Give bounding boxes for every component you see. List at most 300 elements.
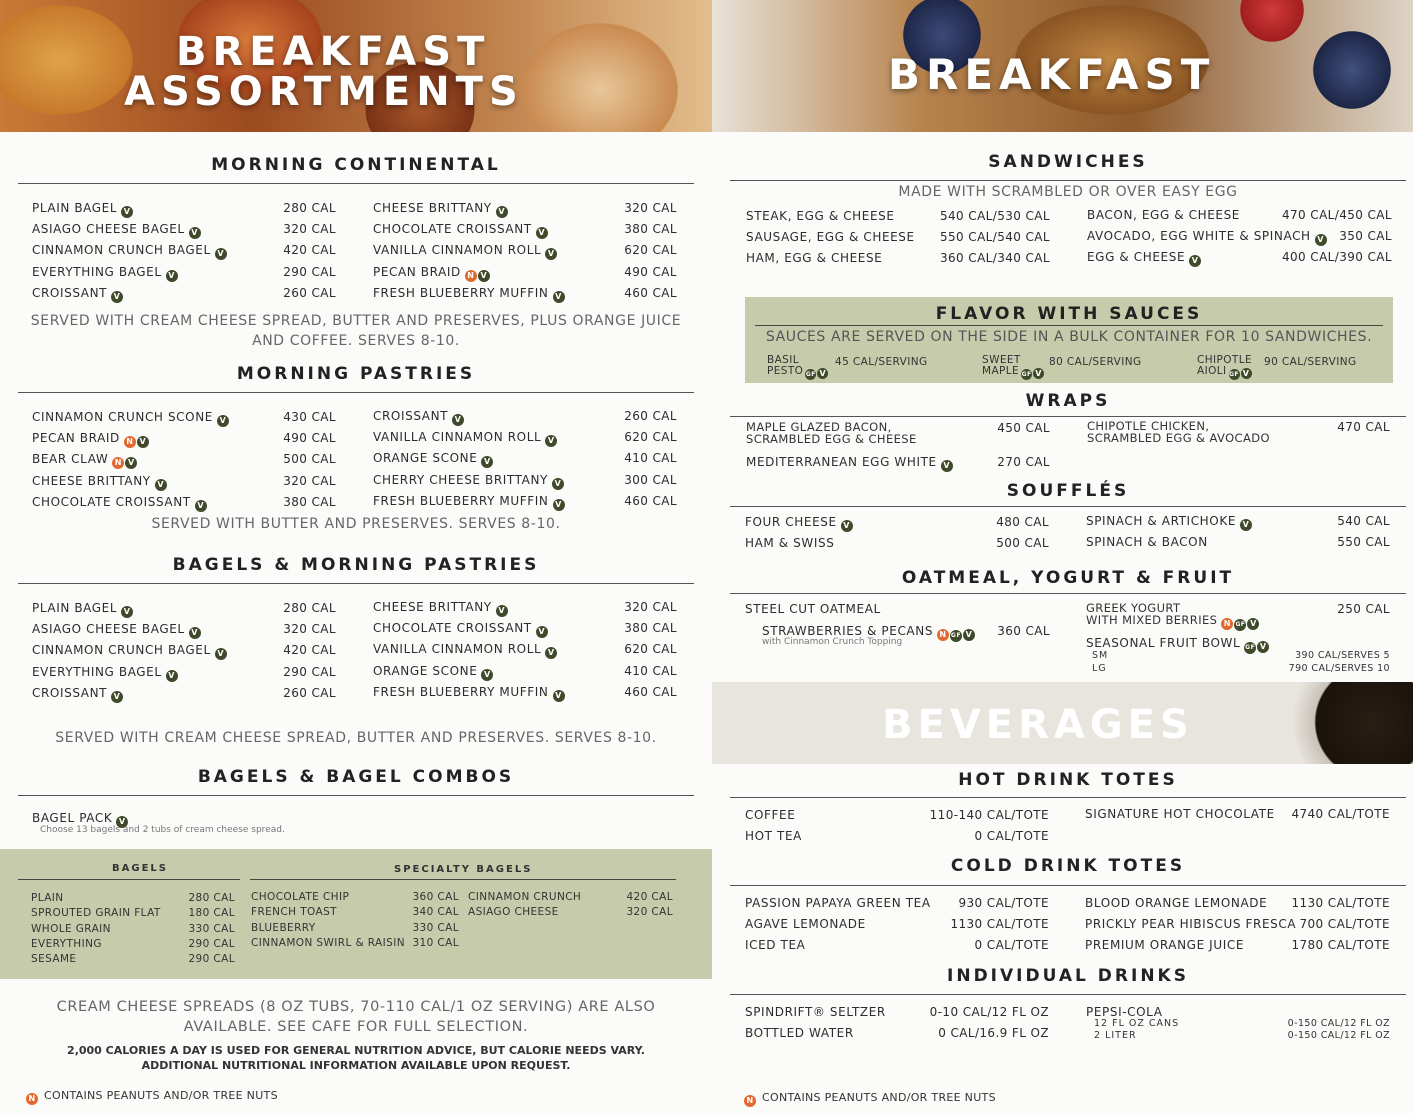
banner-title-line1: BREAKFAST (176, 29, 491, 75)
divider (18, 183, 694, 184)
menu-item-name: HAM, EGG & CHEESE (746, 251, 883, 266)
vegetarian-icon: V (481, 456, 493, 468)
wrap-item-mediterranean: MEDITERRANEAN EGG WHITE V (746, 455, 953, 472)
menu-item (1085, 896, 1267, 910)
menu-item (32, 495, 207, 512)
menu-item (1087, 208, 1240, 222)
menu-item (32, 410, 229, 427)
calorie-disclaimer: 2,000 CALORIES A DAY IS USED FOR GENERAL NUTRITION ADVICE, BUT CALORIE NEEDS VARY. ADDITIONAL NUTRITIONAL INFORMATION AVAILABLE UPON REQUEST. (67, 1044, 645, 1072)
menu-item-calories: 620 CAL (624, 243, 677, 258)
menu-item-calories: 540 CAL (1337, 514, 1390, 528)
wrap-item-chipotle: CHIPOTLE CHICKEN, SCRAMBLED EGG & AVOCADO (1087, 419, 1270, 445)
sauce-calories: 80 CAL/SERVING (1049, 356, 1142, 368)
menu-item-calories: 320 CAL (283, 622, 336, 637)
menu-item (373, 265, 490, 282)
menu-item-calories: 430 CAL (283, 410, 336, 424)
menu-item-name: CINNAMON CRUNCH (468, 891, 582, 903)
menu-item-calories: 280 CAL (283, 201, 336, 215)
menu-item-name: AVOCADO, EGG WHITE & SPINACH (1087, 229, 1311, 244)
menu-item-name: FRESH BLUEBERRY MUFFIN (373, 285, 549, 300)
menu-item-name: PLAIN BAGEL (32, 201, 118, 215)
menu-item-calories: 310 CAL (412, 936, 459, 949)
oatmeal-note: with Cinnamon Crunch Topping (762, 637, 903, 647)
menu-item-name: SPINACH & BACON (1086, 535, 1208, 550)
vegetarian-icon: V (121, 206, 133, 218)
vegetarian-icon: V (1257, 641, 1269, 653)
vegetarian-icon: V (189, 627, 201, 639)
vegetarian-icon: V (817, 368, 828, 379)
menu-item-calories: 500 CAL (996, 536, 1049, 551)
menu-item-name: CHOCOLATE CROISSANT (32, 494, 191, 509)
menu-item-name: HOT TEA (745, 829, 802, 844)
menu-item-calories: 340 CAL (412, 906, 459, 919)
menu-item (373, 473, 564, 490)
menu-item-name: STEAK, EGG & CHEESE (746, 209, 895, 223)
menu-item-calories: 420 CAL (283, 243, 336, 258)
menu-item-calories: 380 CAL (283, 494, 336, 509)
nut-icon: N (937, 629, 949, 641)
menu-item-name: ASIAGO CHEESE BAGEL (32, 622, 185, 637)
menu-item-name: EVERYTHING BAGEL (32, 264, 162, 279)
menu-item (32, 265, 178, 282)
menu-item (32, 665, 178, 682)
menu-item (745, 938, 805, 952)
divider (730, 885, 1406, 886)
gluten-free-icon: GF (1244, 642, 1256, 654)
menu-item (251, 921, 316, 936)
menu-item (745, 515, 853, 532)
menu-item-name: CINNAMON SWIRL & RAISIN (251, 936, 405, 949)
menu-item-name: PLAIN (31, 892, 64, 904)
vegetarian-icon: V (545, 647, 557, 659)
vegetarian-icon: V (478, 270, 490, 282)
divider (18, 392, 694, 393)
divider (730, 416, 1406, 417)
menu-item-calories: 260 CAL (624, 409, 677, 423)
menu-item-name: AGAVE LEMONADE (745, 917, 866, 932)
sauce-name: CHIPOTLE AIOLI GF V (1197, 354, 1253, 378)
menu-item (32, 201, 133, 218)
vegetarian-icon: V (111, 691, 123, 703)
divider (18, 879, 240, 880)
wrap-cal-mediterranean: 270 CAL (997, 455, 1050, 469)
menu-item-name: CHOCOLATE CROISSANT (373, 621, 532, 636)
menu-item-calories: 300 CAL (624, 472, 677, 487)
sauce-name: SWEET MAPLE GF V (982, 355, 1044, 380)
banner-title: BREAKFAST (888, 50, 1216, 99)
menu-item (745, 1026, 854, 1040)
menu-item (745, 829, 802, 843)
menu-item (32, 643, 227, 660)
menu-item-calories: 380 CAL (624, 222, 677, 237)
menu-item-calories: 0 CAL/TOTE (974, 938, 1049, 953)
gluten-free-icon: GF (1229, 371, 1239, 378)
vegetarian-icon: V (215, 248, 227, 260)
menu-item (1086, 514, 1252, 531)
menu-item-name: ICED TEA (745, 938, 806, 953)
menu-item (373, 222, 548, 239)
menu-item-calories: 360 CAL (412, 891, 459, 903)
vegetarian-icon: V (536, 227, 548, 239)
cold-totes-title: COLD DRINK TOTES (950, 856, 1186, 876)
menu-item-calories: 290 CAL (283, 664, 336, 679)
menu-item (746, 251, 882, 265)
menu-item (373, 621, 548, 638)
vegetarian-icon: V (496, 605, 508, 617)
vegetarian-icon: V (1315, 234, 1327, 246)
menu-item-calories: 480 CAL (996, 515, 1049, 529)
menu-item (373, 286, 565, 303)
nut-icon: N (112, 457, 124, 469)
menu-item-name: CHEESE BRITTANY (32, 473, 151, 488)
vegetarian-icon: V (125, 457, 137, 469)
vegetarian-icon: V (189, 227, 201, 239)
menu-item (745, 808, 795, 822)
vegetarian-icon: V (841, 520, 853, 532)
menu-item-calories: 460 CAL (624, 493, 677, 508)
menu-item-calories: 110-140 CAL/TOTE (929, 808, 1049, 822)
vegetarian-icon: V (155, 479, 167, 491)
menu-item (32, 243, 227, 260)
menu-item (373, 494, 565, 511)
oatmeal-cal: 360 CAL (997, 624, 1050, 638)
menu-item (1086, 535, 1208, 549)
menu-item-name: COFFEE (745, 808, 796, 822)
menu-item-name: FRESH BLUEBERRY MUFFIN (373, 493, 549, 508)
sauce-calories: 45 CAL/SERVING (835, 356, 928, 368)
menu-item (32, 452, 137, 469)
menu-item-name: CINNAMON CRUNCH SCONE (32, 410, 213, 424)
divider (730, 180, 1406, 181)
menu-item (373, 642, 557, 659)
menu-item (1085, 807, 1275, 821)
menu-item-calories: 4740 CAL/TOTE (1291, 807, 1390, 821)
vegetarian-icon: V (111, 291, 123, 303)
menu-item-name: CHERRY CHEESE BRITTANY (373, 472, 548, 487)
menu-item-calories: 0 CAL/16.9 FL OZ (938, 1026, 1049, 1041)
menu-item-calories: 550 CAL/540 CAL (939, 230, 1050, 245)
vegetarian-icon: V (1240, 519, 1252, 531)
menu-item-name: ORANGE SCONE (373, 451, 478, 466)
menu-item-name: BEAR CLAW (32, 452, 109, 467)
menu-item-name: PECAN BRAID (32, 431, 120, 446)
menu-item-name: PLAIN BAGEL (32, 601, 118, 615)
bagel-pack-note: Choose 13 bagels and 2 tubs of cream cheese spread. (40, 825, 285, 835)
vegetarian-icon: V (553, 291, 565, 303)
menu-item-name: SIGNATURE HOT CHOCOLATE (1085, 807, 1275, 821)
bagels-pastries-title: BAGELS & MORNING PASTRIES (172, 555, 540, 575)
vegetarian-icon: V (963, 629, 975, 641)
menu-item-name: CHEESE BRITTANY (373, 201, 492, 215)
vegetarian-icon: V (1241, 368, 1252, 379)
menu-item-name: EGG & CHEESE (1087, 250, 1186, 265)
bagel-options-box (0, 849, 712, 979)
menu-item-calories: 320 CAL (283, 473, 336, 488)
menu-item-name: CHOCOLATE CHIP (251, 891, 350, 903)
bagel-combos-title: BAGELS & BAGEL COMBOS (197, 767, 515, 787)
menu-item-name: ASIAGO CHEESE BAGEL (32, 222, 185, 237)
vegetarian-icon: V (217, 415, 229, 427)
menu-item (373, 685, 565, 702)
menu-item (31, 922, 111, 937)
menu-item-name: SESAME (31, 953, 77, 966)
gluten-free-icon: GF (950, 630, 962, 642)
menu-item (251, 905, 337, 920)
divider (755, 325, 1383, 326)
gluten-free-icon: GF (1021, 371, 1032, 378)
menu-item (745, 536, 834, 550)
menu-item-calories: 360 CAL/340 CAL (939, 251, 1050, 266)
menu-item-name: BLOOD ORANGE LEMONADE (1085, 896, 1268, 910)
vegetarian-icon: V (166, 270, 178, 282)
sauces-title: FLAVOR WITH SAUCES (935, 304, 1203, 324)
vegetarian-icon: V (553, 690, 565, 702)
sauce-name: BASIL PESTO GF V (767, 355, 828, 380)
menu-item-name: CROISSANT (373, 409, 449, 423)
menu-item-name: CHOCOLATE CROISSANT (373, 222, 532, 237)
menu-item-name: SAUSAGE, EGG & CHEESE (746, 230, 915, 245)
vegetarian-icon: V (545, 248, 557, 260)
banner-title-line2: ASSORTMENTS (124, 69, 524, 115)
oatmeal-title: OATMEAL, YOGURT & FRUIT (901, 568, 1235, 588)
divider (730, 593, 1406, 594)
gluten-free-icon: GF (1234, 619, 1246, 631)
morning-pastries-title: MORNING PASTRIES (236, 364, 476, 384)
menu-item-name: ASIAGO CHEESE (468, 906, 559, 919)
menu-item (745, 917, 866, 931)
menu-item-calories: 400 CAL/390 CAL (1281, 250, 1392, 265)
menu-item (746, 230, 915, 244)
bagels-head: BAGELS (112, 863, 168, 874)
menu-item (32, 222, 201, 239)
vegetarian-icon: V (536, 626, 548, 638)
menu-item-name: PECAN BRAID (373, 264, 461, 279)
hot-totes-title: HOT DRINK TOTES (958, 770, 1178, 790)
sandwiches-subtitle: MADE WITH SCRAMBLED OR OVER EASY EGG (898, 184, 1238, 200)
sauces-subtitle: SAUCES ARE SERVED ON THE SIDE IN A BULK CONTAINER FOR 10 SANDWICHES. (765, 329, 1373, 345)
menu-item-name: EVERYTHING (31, 937, 102, 950)
menu-item-name: HAM & SWISS (745, 536, 835, 551)
menu-item-name: EVERYTHING BAGEL (32, 664, 162, 679)
menu-item-calories: 330 CAL (188, 922, 235, 935)
menu-item-name: FRESH BLUEBERRY MUFFIN (373, 684, 549, 699)
menu-item-calories: 1780 CAL/TOTE (1291, 938, 1390, 953)
menu-item-calories: 1130 CAL/TOTE (950, 917, 1049, 932)
menu-item-name: PRICKLY PEAR HIBISCUS FRESCA (1085, 917, 1297, 932)
divider (18, 583, 694, 584)
menu-item-calories: 180 CAL (188, 907, 235, 920)
vegetarian-icon: V (1247, 618, 1259, 630)
divider (18, 795, 694, 796)
wrap-cal-chipotle: 470 CAL (1337, 420, 1390, 434)
menu-item (373, 664, 493, 681)
greek-yogurt: GREEK YOGURT WITH MIXED BERRIES N GF V (1086, 602, 1259, 631)
menu-item (1085, 938, 1244, 952)
menu-item-calories: 460 CAL (624, 684, 677, 699)
nut-icon: N (465, 270, 477, 282)
menu-item-calories: 550 CAL (1337, 535, 1390, 550)
divider (250, 879, 676, 880)
menu-item-calories: 380 CAL (624, 621, 677, 636)
bagel-pack-item: BAGEL PACK V (32, 811, 128, 828)
menu-item-name: SPROUTED GRAIN FLAT (31, 907, 161, 920)
vegetarian-icon: V (1033, 368, 1044, 379)
vegetarian-icon: V (452, 414, 464, 426)
menu-item-calories: 420 CAL (283, 643, 336, 658)
fruit-bowl: SEASONAL FRUIT BOWL GF V (1086, 636, 1269, 654)
menu-item (251, 890, 349, 905)
vegetarian-icon: V (166, 670, 178, 682)
menu-item (373, 600, 508, 617)
menu-item-calories: 320 CAL (624, 201, 677, 215)
divider (730, 506, 1406, 507)
vegetarian-icon: V (195, 500, 207, 512)
menu-item-calories: 1130 CAL/TOTE (1291, 896, 1390, 910)
bagels-pastries-note: SERVED WITH CREAM CHEESE SPREAD, BUTTER AND PRESERVES. SERVES 8-10. (55, 730, 657, 746)
menu-item-calories: 420 CAL (626, 891, 673, 903)
individual-title: INDIVIDUAL DRINKS (947, 966, 1189, 986)
menu-item-calories: 290 CAL (188, 937, 235, 950)
gluten-free-icon: GF (805, 371, 816, 378)
nut-icon: N (1221, 618, 1233, 630)
pepsi-cal: 0-150 CAL/12 FL OZ 0-150 CAL/12 FL OZ (1287, 1018, 1390, 1041)
morning-pastries-note: SERVED WITH BUTTER AND PRESERVES. SERVES 8-10. (151, 516, 561, 532)
strawberries-pecans: STRAWBERRIES & PECANS N GF V (762, 624, 975, 642)
menu-item-calories: 350 CAL (1339, 229, 1392, 244)
menu-item (31, 906, 161, 921)
menu-item-calories: 320 CAL (624, 600, 677, 614)
menu-item (31, 952, 76, 967)
menu-item-calories: 320 CAL (626, 906, 673, 919)
nut-icon: N (26, 1093, 38, 1105)
menu-item (32, 686, 123, 703)
nut-icon: N (124, 436, 136, 448)
menu-item-calories: 620 CAL (624, 642, 677, 657)
souffles-title: SOUFFLÉS (1006, 481, 1130, 501)
menu-item-calories: 290 CAL (188, 953, 235, 966)
vegetarian-icon: V (116, 816, 128, 828)
nut-legend: N CONTAINS PEANUTS AND/OR TREE NUTS (26, 1089, 278, 1105)
vegetarian-icon: V (121, 606, 133, 618)
menu-item-name: BOTTLED WATER (745, 1026, 854, 1041)
menu-item (373, 430, 557, 447)
menu-item (373, 451, 493, 468)
fruit-sizes-cal: 390 CAL/SERVES 5 790 CAL/SERVES 10 (1288, 650, 1390, 674)
sauce-calories: 90 CAL/SERVING (1264, 356, 1357, 368)
menu-item-name: VANILLA CINNAMON ROLL (373, 243, 542, 258)
vegetarian-icon: V (553, 499, 565, 511)
menu-item (32, 474, 167, 491)
menu-item-name: CINNAMON CRUNCH BAGEL (32, 243, 211, 258)
menu-item-calories: 410 CAL (624, 663, 677, 678)
menu-item-name: CROISSANT (32, 285, 108, 300)
menu-item-calories: 260 CAL (283, 285, 336, 300)
menu-item-name: CHEESE BRITTANY (373, 600, 492, 614)
menu-item-calories: 490 CAL (624, 264, 677, 279)
menu-item (1087, 250, 1201, 267)
vegetarian-icon: V (496, 206, 508, 218)
vegetarian-icon: V (137, 436, 149, 448)
menu-item (745, 1005, 886, 1019)
menu-item-name: WHOLE GRAIN (31, 922, 111, 935)
pepsi-cola: PEPSI-COLA (1086, 1005, 1163, 1019)
morning-continental-title: MORNING CONTINENTAL (211, 155, 501, 175)
breakfast-banner (712, 0, 1413, 132)
menu-item-name: VANILLA CINNAMON ROLL (373, 642, 542, 657)
vegetarian-icon: V (1189, 255, 1201, 267)
greek-yogurt-cal: 250 CAL (1337, 602, 1390, 616)
nut-icon: N (744, 1095, 756, 1107)
pepsi-sizes: 12 FL OZ CANS 2 LITER (1094, 1018, 1180, 1041)
wrap-cal-maple: 450 CAL (997, 421, 1050, 435)
vegetarian-icon: V (941, 460, 953, 472)
menu-item-calories: 700 CAL/TOTE (1299, 917, 1390, 932)
menu-item-name: CROISSANT (32, 685, 108, 700)
menu-item (31, 937, 102, 952)
menu-item (31, 891, 64, 906)
menu-item-name: CINNAMON CRUNCH BAGEL (32, 643, 211, 658)
vegetarian-icon: V (215, 648, 227, 660)
breakfast-assortments-banner (0, 0, 712, 132)
menu-item-calories: 540 CAL/530 CAL (939, 209, 1050, 223)
menu-item (373, 409, 464, 426)
menu-item-calories: 620 CAL (624, 430, 677, 445)
morning-continental-note: SERVED WITH CREAM CHEESE SPREAD, BUTTER AND PRESERVES, PLUS ORANGE JUICE AND COFFEE. SERVES 8-10. (30, 313, 682, 349)
menu-item-calories: 280 CAL (283, 601, 336, 615)
cream-cheese-note: CREAM CHEESE SPREADS (8 OZ TUBS, 70-110 CAL/1 OZ SERVING) ARE ALSO AVAILABLE. SEE CAFE FOR FULL SELECTION. (56, 999, 656, 1035)
divider (730, 994, 1406, 995)
menu-item-name: ORANGE SCONE (373, 663, 478, 678)
menu-item (373, 243, 557, 260)
wrap-item-maple: MAPLE GLAZED BACON, SCRAMBLED EGG & CHEESE (746, 420, 917, 446)
menu-item-name: SPINACH & ARTICHOKE (1086, 514, 1236, 528)
menu-item-calories: 320 CAL (283, 222, 336, 237)
beverages-title: BEVERAGES (882, 702, 1194, 748)
menu-item-name: BACON, EGG & CHEESE (1087, 208, 1240, 222)
menu-item-name: SPINDRIFT® SELTZER (745, 1005, 886, 1019)
beverages-banner (712, 682, 1413, 764)
menu-item (32, 286, 123, 303)
menu-item-calories: 260 CAL (283, 685, 336, 700)
menu-item-name: BLUEBERRY (251, 921, 316, 934)
vegetarian-icon: V (545, 435, 557, 447)
sandwiches-title: SANDWICHES (988, 152, 1148, 172)
menu-item (32, 622, 201, 639)
menu-item-calories: 330 CAL (412, 921, 459, 934)
menu-item-name: PREMIUM ORANGE JUICE (1085, 938, 1244, 953)
menu-item (32, 601, 133, 618)
right-page (712, 0, 1413, 1113)
menu-item (746, 209, 895, 223)
specialty-bagels-head: SPECIALTY BAGELS (394, 864, 533, 875)
menu-item-name: FOUR CHEESE (745, 515, 837, 529)
menu-item-calories: 280 CAL (188, 892, 235, 904)
sauces-box (745, 297, 1393, 383)
vegetarian-icon: V (481, 669, 493, 681)
fruit-sizes: SM LG (1092, 650, 1109, 674)
menu-item-calories: 470 CAL/450 CAL (1281, 208, 1392, 222)
menu-item-calories: 0-10 CAL/12 FL OZ (929, 1005, 1049, 1019)
menu-item-name: FRENCH TOAST (251, 906, 337, 919)
menu-item (468, 890, 581, 905)
menu-item-calories: 410 CAL (624, 451, 677, 466)
nut-legend: N CONTAINS PEANUTS AND/OR TREE NUTS (744, 1091, 996, 1107)
menu-item-calories: 0 CAL/TOTE (974, 829, 1049, 844)
steel-cut-oatmeal: STEEL CUT OATMEAL (745, 602, 881, 616)
menu-item-calories: 500 CAL (283, 452, 336, 467)
menu-item (468, 905, 559, 920)
wraps-title: WRAPS (1025, 391, 1111, 411)
